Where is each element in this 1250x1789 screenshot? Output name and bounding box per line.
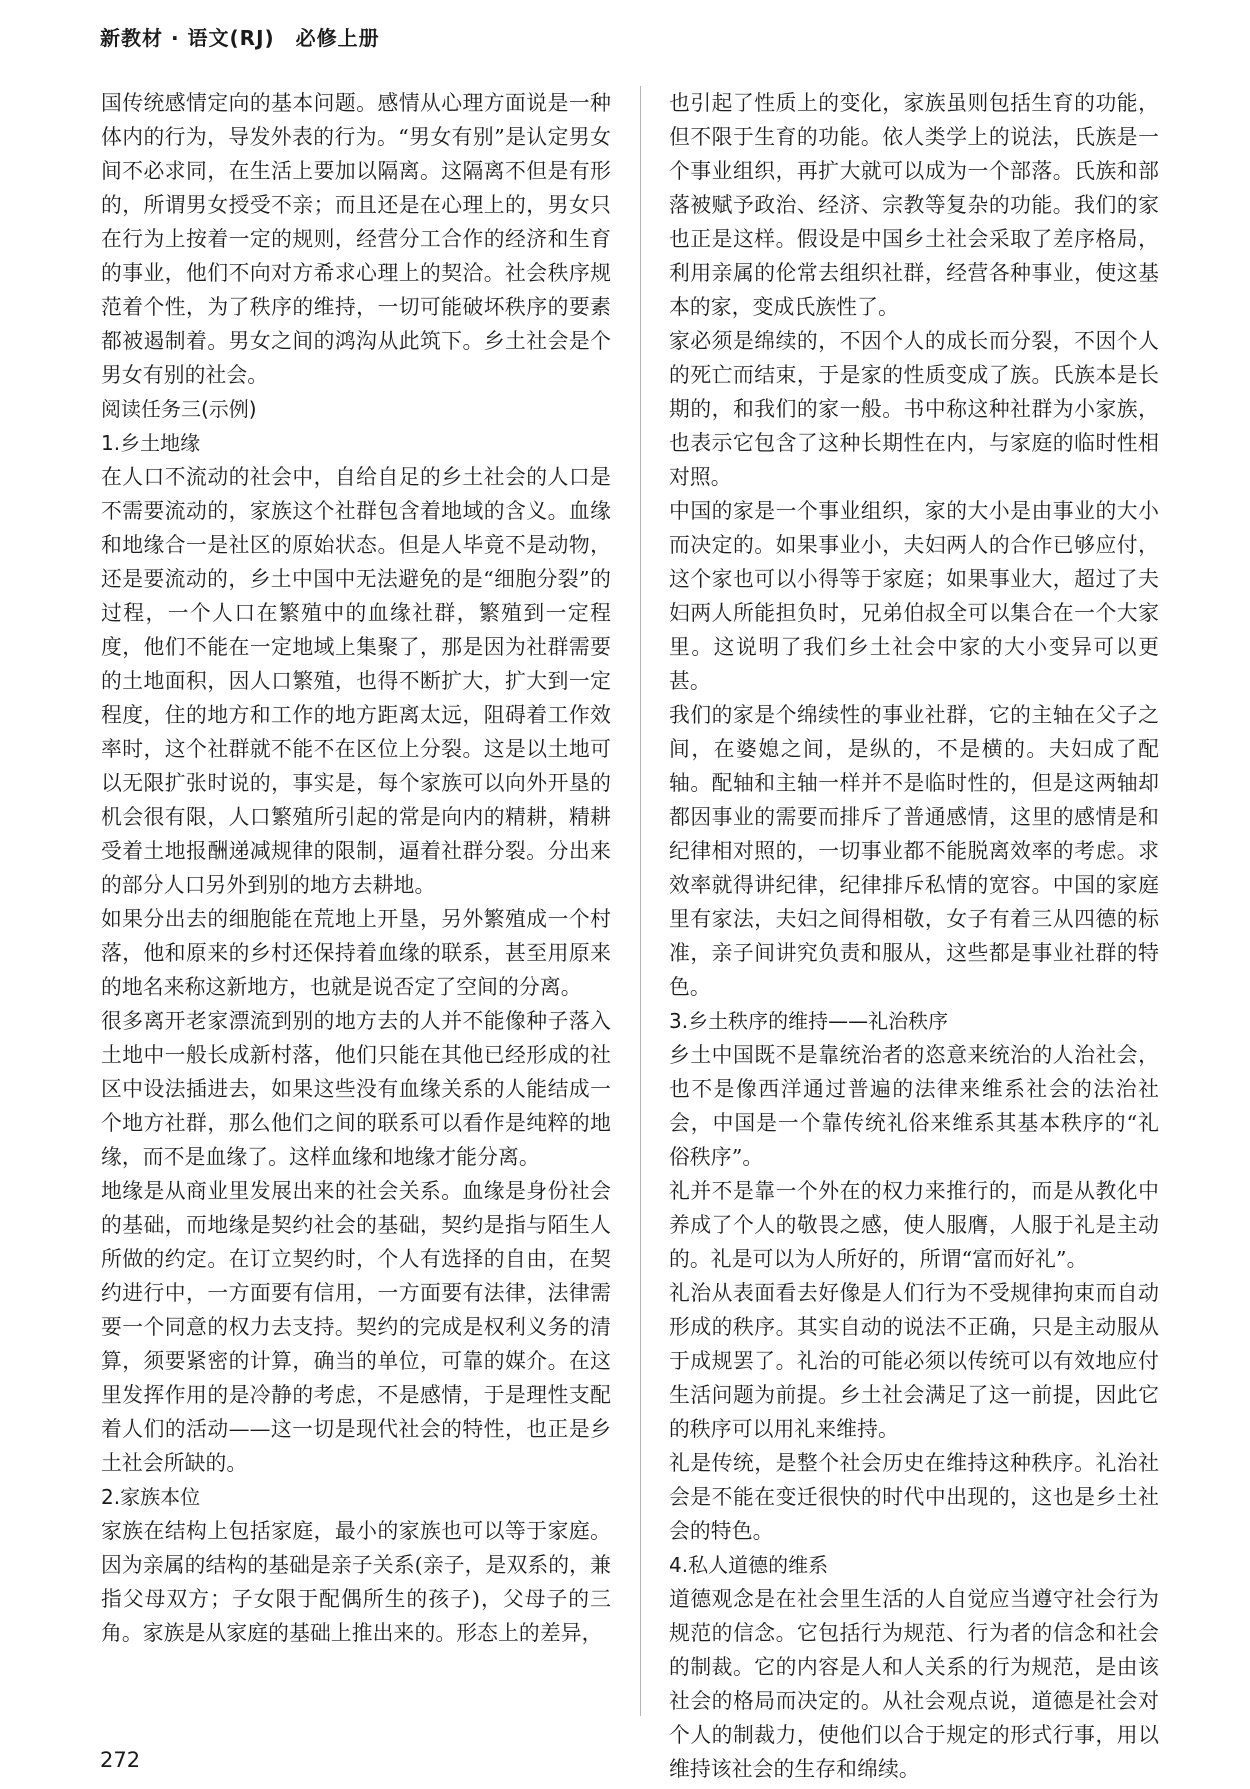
paragraph: 道德观念是在社会里生活的人自觉应当遵守社会行为规范的信念。它包括行为规范、行为者的信念和社会的制裁。它的内容是人和人关系的行为规范，是由该社会的格局而决定的。从社会观点说，道德是社会对个人的制裁力，使他们以合于规定的形式行事，用以维持该社会的生存和绵续。 (669, 1587, 1159, 1781)
paragraph: 我们的家是个绵续性的事业社群，它的主轴在父子之间，在婆媳之间，是纵的，不是横的。夫妇成了配轴。配轴和主轴一样并不是临时性的，但是这两轴却都因事业的需要而排斥了普通感情，这里的感情是和纪律相对照的，一切事业都不能脱离效率的考虑。求效率就得讲纪律，纪律排斥私情的宽容。中国的家庭里有家法，夫妇之间得相敬，女子有着三从四德的标准，亲子间讲究负责和服从，这些都是事业社群的特色。 (669, 703, 1159, 999)
paragraph: 也引起了性质上的变化，家族虽则包括生育的功能，但不限于生育的功能。依人类学上的说法，氏族是一个事业组织，再扩大就可以成为一个部落。氏族和部落被赋予政治、经济、宗教等复杂的功能。我们的家也正是这样。假设是中国乡土社会采取了差序格局，利用亲属的伦常去组织社群，经营各种事业，使这基本的家，变成氏族性了。 (669, 91, 1159, 319)
column-divider (640, 86, 641, 1716)
page-number: 272 (100, 1748, 141, 1772)
paragraph: 乡土中国既不是靠统治者的恣意来统治的人治社会，也不是像西洋通过普遍的法律来维系社会的法治社会，中国是一个靠传统礼俗来维系其基本秩序的“礼俗秩序”。 (669, 1043, 1159, 1169)
paragraph: 在人口不流动的社会中，自给自足的乡土社会的人口是不需要流动的，家族这个社群包含着地域的含义。血缘和地缘合一是社区的原始状态。但是人毕竟不是动物，还是要流动的，乡土中国中无法避免的是“细胞分裂”的过程，一个人口在繁殖中的血缘社群，繁殖到一定程度，他们不能在一定地域上集聚了，那是因为社群需要的土地面积，因人口繁殖，也得不断扩大，扩大到一定程度，住的地方和工作的地方距离太远，阻碍着工作效率时，这个社群就不能不在区位上分裂。这是以土地可以无限扩张时说的，事实是，每个家族可以向外开垦的机会很有限，人口繁殖所引起的常是向内的精耕，精耕受着土地报酬递减规律的限制，逼着社群分裂。分出来的部分人口另外到别的地方去耕地。 (101, 465, 611, 897)
paragraph: 中国的家是一个事业组织，家的大小是由事业的大小而决定的。如果事业小，夫妇两人的合作已够应付，这个家也可以小得等于家庭；如果事业大，超过了夫妇两人所能担负时，兄弟伯叔全可以集合在一个大家里。这说明了我们乡土社会中家的大小变异可以更甚。 (669, 499, 1159, 693)
section-heading: 阅读任务三(示例) (101, 397, 257, 421)
paragraph: 礼是传统，是整个社会历史在维持这种秩序。礼治社会是不能在变迁很快的时代中出现的，这也是乡土社会的特色。 (669, 1451, 1159, 1543)
paragraph: 国传统感情定向的基本问题。感情从心理方面说是一种体内的行为，导发外表的行为。“男女有别”是认定男女间不必求同，在生活上要加以隔离。这隔离不但是有形的，所谓男女授受不亲；而且还是在心理上的，男女只在行为上按着一定的规则，经营分工合作的经济和生育的事业，他们不向对方希求心理上的契洽。社会秩序规范着个性，为了秩序的维持，一切可能破坏秩序的要素都被遏制着。男女之间的鸿沟从此筑下。乡土社会是个男女有别的社会。 (101, 91, 611, 387)
section-heading: 1.乡土地缘 (101, 431, 201, 455)
paragraph: 礼并不是靠一个外在的权力来推行的，而是从教化中养成了个人的敬畏之感，使人服膺，人服于礼是主动的。礼是可以为人所好的，所谓“富而好礼”。 (669, 1179, 1159, 1271)
section-heading: 4.私人道德的维系 (669, 1553, 829, 1577)
section-heading: 2.家族本位 (101, 1485, 201, 1509)
section-heading: 3.乡土秩序的维持——礼治秩序 (669, 1009, 949, 1033)
right-column (669, 86, 1159, 1786)
paragraph: 如果分出去的细胞能在荒地上开垦，另外繁殖成一个村落，他和原来的乡村还保持着血缘的联系，甚至用原来的地名来称这新地方，也就是说否定了空间的分离。 (101, 907, 611, 999)
left-column (101, 86, 611, 1650)
paragraph: 地缘是从商业里发展出来的社会关系。血缘是身份社会的基础，而地缘是契约社会的基础，契约是指与陌生人所做的约定。在订立契约时，个人有选择的自由，在契约进行中，一方面要有信用，一方面要有法律，法律需要一个同意的权力去支持。契约的完成是权利义务的清算，须要紧密的计算，确当的单位，可靠的媒介。在这里发挥作用的是冷静的考虑，不是感情，于是理性支配着人们的活动——这一切是现代社会的特性，也正是乡土社会所缺的。 (101, 1179, 611, 1475)
paragraph: 很多离开老家漂流到别的地方去的人并不能像种子落入土地中一般长成新村落，他们只能在其他已经形成的社区中设法插进去，如果这些没有血缘关系的人能结成一个地方社群，那么他们之间的联系可以看作是纯粹的地缘，而不是血缘了。这样血缘和地缘才能分离。 (101, 1009, 611, 1169)
paragraph: 家必须是绵续的，不因个人的成长而分裂，不因个人的死亡而结束，于是家的性质变成了族。氏族本是长期的，和我们的家一般。书中称这种社群为小家族，也表示它包含了这种长期性在内，与家庭的临时性相对照。 (669, 329, 1159, 489)
running-header: 新教材 · 语文(RJ) 必修上册 (100, 26, 380, 50)
paragraph: 礼治从表面看去好像是人们行为不受规律拘束而自动形成的秩序。其实自动的说法不正确，只是主动服从于成规罢了。礼治的可能必须以传统可以有效地应付生活问题为前提。乡土社会满足了这一前提，因此它的秩序可以用礼来维持。 (669, 1281, 1159, 1441)
paragraph: 家族在结构上包括家庭，最小的家族也可以等于家庭。因为亲属的结构的基础是亲子关系(亲子，是双系的，兼指父母双方；子女限于配偶所生的孩子)，父母子的三角。家族是从家庭的基础上推出来的。形态上的差异， (101, 1519, 611, 1645)
